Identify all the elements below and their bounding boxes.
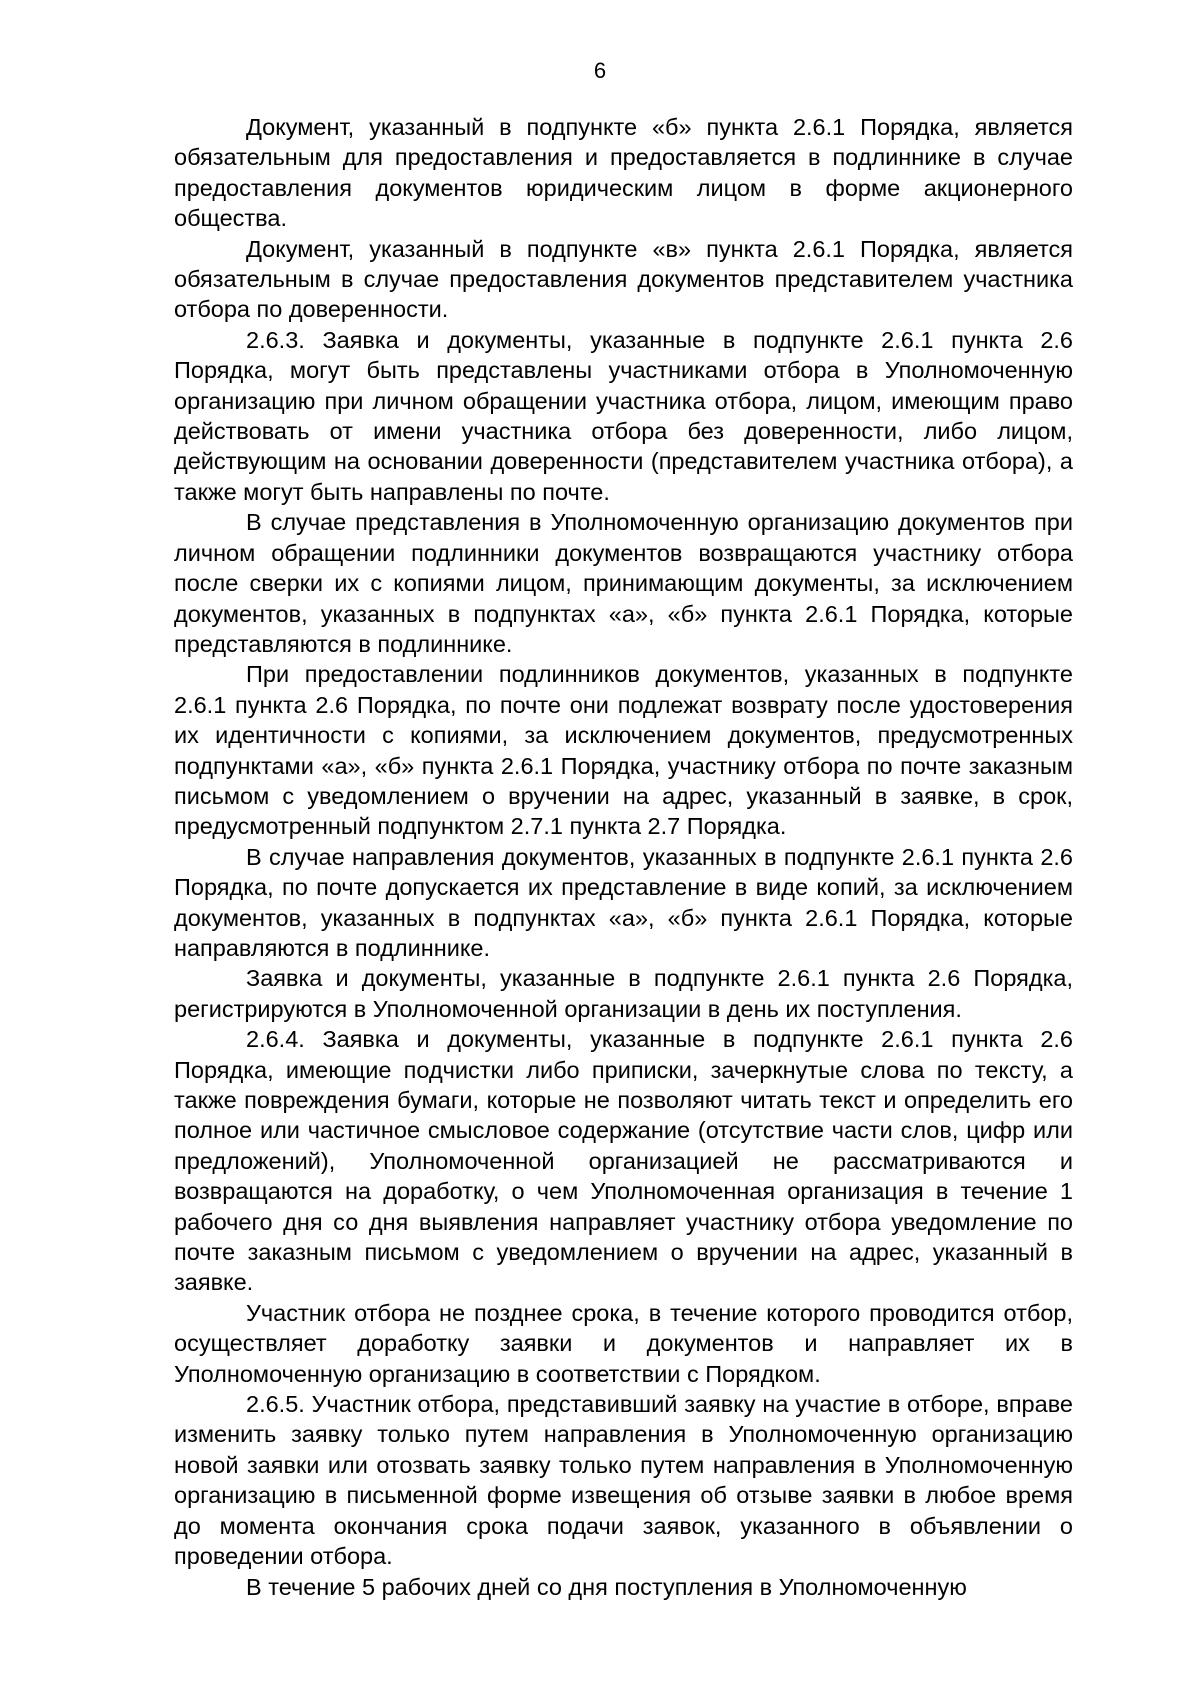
- paragraph-continued: В течение 5 рабочих дней со дня поступления в Уполномоченную: [246, 1573, 967, 1600]
- paragraph: 2.6.5. Участник отбора, представивший заявку на участие в отборе, вправе изменить заявку только путем направления в Уполномоченную организацию новой заявки или отозвать заявку только путем направления в Уполномоченную организацию в письменной форме извещения об отзыве заявки в любое время до момента окончания срока подачи заявок, указанного в объявлении о проведении отбора.: [174, 1391, 1073, 1570]
- paragraph: Документ, указанный в подпункте «в» пункта 2.6.1 Порядка, является обязательным в случае предоставления документов представителем участника отбора по доверенности.: [174, 235, 1073, 323]
- paragraph: 2.6.3. Заявка и документы, указанные в подпункте 2.6.1 пункта 2.6 Порядка, могут быть представлены участниками отбора в Уполномоченную организацию при личном обращении участника отбора, лицом, имеющим право действовать от имени участника отбора без доверенности, либо лицом, действующим на основании доверенности (представителем участника отбора), а также могут быть направлены по почте.: [174, 326, 1073, 505]
- paragraph: Документ, указанный в подпункте «б» пункта 2.6.1 Порядка, является обязательным для предоставления и предоставляется в подлиннике в случае предоставления документов юридическим лицом в форме акционерного общества.: [174, 114, 1073, 232]
- document-body: [174, 112, 1073, 1602]
- paragraph: 2.6.4. Заявка и документы, указанные в подпункте 2.6.1 пункта 2.6 Порядка, имеющие подчистки либо приписки, зачеркнутые слова по тексту, а также повреждения бумаги, которые не позволяют читать текст и определить его полное или частичное смысловое содержание (отсутствие части слов, цифр или предложений), Уполномоченной организацией не рассматриваются и возвращаются на доработку, о чем Уполномоченная организация в течение 1 рабочего дня со дня выявления направляет участнику отбора уведомление по почте заказным письмом с уведомлением о вручении на адрес, указанный в заявке.: [174, 1026, 1073, 1296]
- paragraph: При предоставлении подлинников документов, указанных в подпункте 2.6.1 пункта 2.6 Порядка, по почте они подлежат возврату после удостоверения их идентичности с копиями, за исключением документов, предусмотренных подпунктами «а», «б» пункта 2.6.1 Порядка, участнику отбора по почте заказным письмом с уведомлением о вручении на адрес, указанный в заявке, в срок, предусмотренный подпунктом 2.7.1 пункта 2.7 Порядка.: [174, 661, 1073, 840]
- paragraph: Заявка и документы, указанные в подпункте 2.6.1 пункта 2.6 Порядка, регистрируются в Уполномоченной организации в день их поступления.: [174, 965, 1073, 1022]
- paragraph: В случае представления в Уполномоченную организацию документов при личном обращении подлинники документов возвращаются участнику отбора после сверки их с копиями лицом, принимающим документы, за исключением документов, указанных в подпунктах «а», «б» пункта 2.6.1 Порядка, которые представляются в подлиннике.: [174, 509, 1073, 657]
- paragraph: В случае направления документов, указанных в подпункте 2.6.1 пункта 2.6 Порядка, по почте допускается их представление в виде копий, за исключением документов, указанных в подпунктах «а», «б» пункта 2.6.1 Порядка, которые направляются в подлиннике.: [174, 843, 1073, 961]
- page-number: 6: [593, 58, 607, 83]
- paragraph: Участник отбора не позднее срока, в течение которого проводится отбор, осуществляет доработку заявки и документов и направляет их в Уполномоченную организацию в соответствии с Порядком.: [174, 1299, 1073, 1387]
